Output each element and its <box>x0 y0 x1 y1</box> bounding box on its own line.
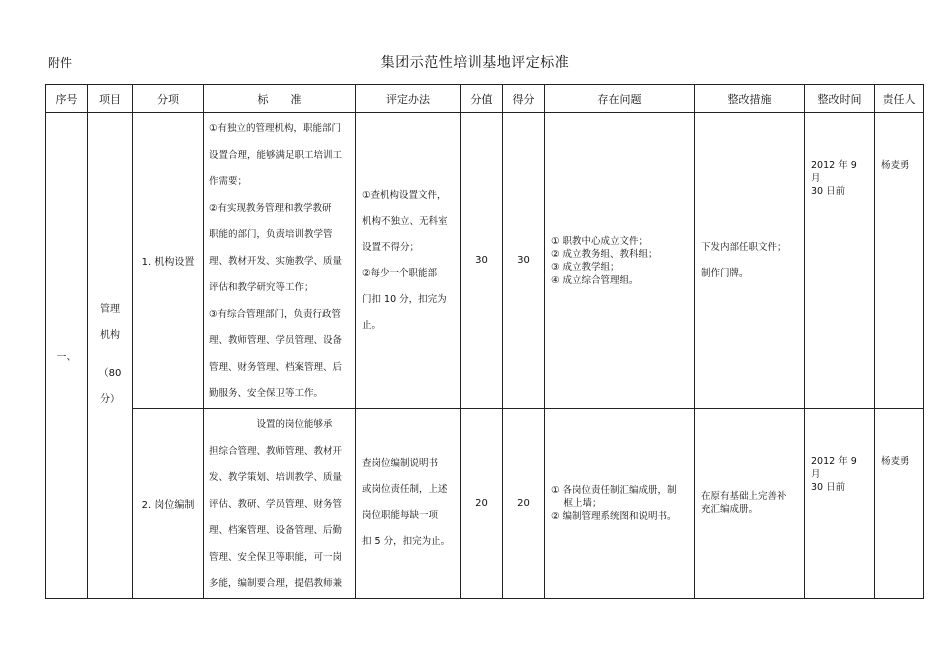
attachment-label: 附件 <box>48 56 73 70</box>
standard-cell <box>204 113 356 409</box>
method-cell <box>356 409 461 599</box>
score-cell: 20 <box>461 409 503 599</box>
subitem-cell: 1. 机构设置 <box>133 113 204 409</box>
person-cell <box>875 409 924 599</box>
col-header-standard: 标 准 <box>204 85 356 113</box>
item-line: （80 <box>98 368 122 380</box>
time-cell <box>805 409 875 599</box>
col-header-seq: 序号 <box>46 85 88 113</box>
item-line: 机构 <box>100 330 120 342</box>
got-cell: 20 <box>503 409 545 599</box>
col-header-item: 项目 <box>88 85 133 113</box>
score-cell: 30 <box>461 113 503 409</box>
col-header-problems: 存在问题 <box>545 85 695 113</box>
item-line: 管理 <box>100 304 120 316</box>
col-header-score: 分值 <box>461 85 503 113</box>
table-row <box>46 409 924 599</box>
table-header-row <box>46 85 924 113</box>
standard-cell <box>204 409 356 599</box>
subitem-cell: 2. 岗位编制 <box>133 409 204 599</box>
method-cell <box>356 113 461 409</box>
seq-cell <box>46 113 88 599</box>
problems-cell <box>545 409 695 599</box>
method-text: 查岗位编制说明书 或岗位责任制，上述 岗位职能每缺一项 扣 5 分，扣完为止。 <box>362 458 451 548</box>
got-cell: 30 <box>503 113 545 409</box>
table-row <box>46 113 924 409</box>
problems-text: ① 职教中心成立文件； ② 成立教务组、教科组； ③ 成立教学组； ④ 成立综合管理组。 <box>551 235 658 286</box>
standard-text: 设置的岗位能够承 担综合管理、教师管理、教材开 发、教学策划、培训教学、质量 评估、教研、学员管理、财务管 理、档案管理、设备管理、后勤 管理、安全保卫等职能，可一岗 多能，编制要合理，提倡教师兼 <box>209 419 343 589</box>
item-cell <box>88 113 133 599</box>
person-text: 杨麦勇 <box>881 160 910 171</box>
standard-text: ①有独立的管理机构，职能部门 设置合理，能够满足职工培训工 作需要； ②有实现教务管理和教学教研 职能的部门，负责培训教学管 理、教材开发、实施教学、质量 评估和教学研究等工作； ③有综合管理部门，负责行政管 理、教师管理、学员管理、设备 管理、财务管理、档案管理、后 勤服务、安全保卫等工作。 <box>209 123 343 399</box>
measures-cell <box>695 113 805 409</box>
person-cell <box>875 113 924 409</box>
evaluation-standard-table <box>45 84 924 599</box>
time-text: 2012 年 9 月 30 日前 <box>811 160 857 197</box>
col-header-time: 整改时间 <box>805 85 875 113</box>
col-header-got: 得分 <box>503 85 545 113</box>
seq-value: 一、 <box>56 351 77 363</box>
measures-text: 下发内部任职文件； 制作门牌。 <box>701 242 787 279</box>
measures-text: 在原有基础上完善补 充汇编成册。 <box>701 491 787 516</box>
time-text: 2012 年 9 月 30 日前 <box>811 456 857 493</box>
person-text: 杨麦勇 <box>881 456 910 467</box>
time-cell <box>805 113 875 409</box>
col-header-subitem: 分项 <box>133 85 204 113</box>
item-line: 分） <box>100 394 120 406</box>
problems-cell <box>545 113 695 409</box>
measures-cell <box>695 409 805 599</box>
problems-text: ① 各岗位责任制汇编成册，制 框上墙； ② 编制管理系统图和说明书。 <box>551 484 677 522</box>
col-header-measures: 整改措施 <box>695 85 805 113</box>
method-text: ①查机构设置文件， 机构不独立、无科室 设置不得分； ②每少一个职能部 门扣 10 分，扣完为 止。 <box>362 189 448 331</box>
col-header-person: 责任人 <box>875 85 924 113</box>
col-header-method: 评定办法 <box>356 85 461 113</box>
document-title: 集团示范性培训基地评定标准 <box>380 55 570 71</box>
